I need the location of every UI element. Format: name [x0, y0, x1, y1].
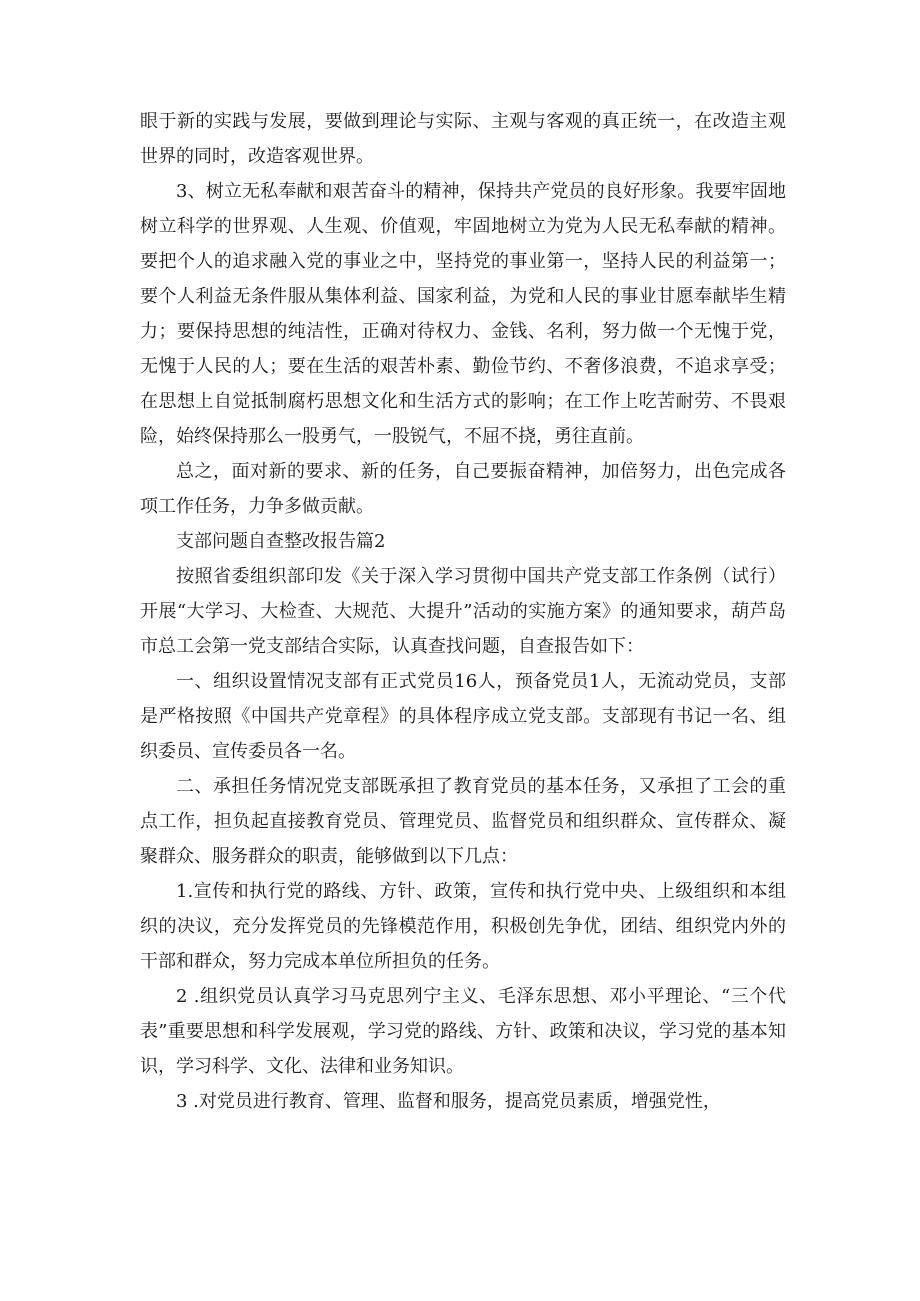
list-item-1: 1.宣传和执行党的路线、方针、政策，宣传和执行党中央、上级组织和本组织的决议，充分发挥党员的先锋模范作用，积极创先争优，团结、组织党内外的干部和群众，努力完成本单位所担负的任务。	[140, 881, 786, 972]
paragraph-conclusion: 总之，面对新的要求、新的任务，自己要振奋精神，加倍努力，出色完成各项工作任务，力争多做贡献。	[140, 461, 786, 517]
paragraph-tasks: 二、承担任务情况党支部既承担了教育党员的基本任务，又承担了工会的重点工作，担负起直接教育党员、管理党员、监督党员和组织群众、宣传群众、凝聚群众、服务群众的职责，能够做到以下几点：	[140, 776, 786, 867]
list-item-3: 3 .对党员进行教育、管理、监督和服务，提高党员素质，增强党性，	[176, 1091, 721, 1112]
paragraph-intro: 按照省委组织部印发《关于深入学习贯彻中国共产党支部工作条例（试行）开展“大学习、大检查、大规范、大提升”活动的实施方案》的通知要求，葫芦岛市总工会第一党支部结合实际，认真查找问题，自查报告如下：	[140, 566, 786, 657]
paragraph-selfless-dedication: 3、树立无私奉献和艰苦奋斗的精神，保持共产党员的良好形象。我要牢固地树立科学的世界观、人生观、价值观，牢固地树立为党为人民无私奉献的精神。要把个人的追求融入党的事业之中，坚持党的事业第一，坚持人民的利益第一；要个人利益无条件服从集体利益、国家利益，为党和人民的事业甘愿奉献毕生精力；要保持思想的纯洁性，正确对待权力、金钱、名利，努力做一个无愧于党，无愧于人民的人；要在生活的艰苦朴素、勤俭节约、不奢侈浪费，不追求享受；在思想上自觉抵制腐朽思想文化和生活方式的影响；在工作上吃苦耐劳、不畏艰险，始终保持那么一股勇气，一股锐气，不屈不挠，勇往直前。	[140, 181, 786, 447]
paragraph-organization-setup: 一、组织设置情况支部有正式党员16人，预备党员1人，无流动党员，支部是严格按照《中国共产党章程》的具体程序成立党支部。支部现有书记一名、组织委员、宣传委员各一名。	[140, 671, 786, 762]
section-heading: 支部问题自查整改报告篇2	[176, 531, 386, 552]
list-item-2: 2 .组织党员认真学习马克思列宁主义、毛泽东思想、邓小平理论、“三个代表”重要思想和科学发展观，学习党的路线、方针、政策和决议，学习党的基本知识，学习科学、文化、法律和业务知识。	[140, 986, 786, 1077]
document-page	[140, 104, 786, 1119]
paragraph-continuation: 眼于新的实践与发展，要做到理论与实际、主观与客观的真正统一，在改造主观世界的同时，改造客观世界。	[140, 111, 786, 167]
